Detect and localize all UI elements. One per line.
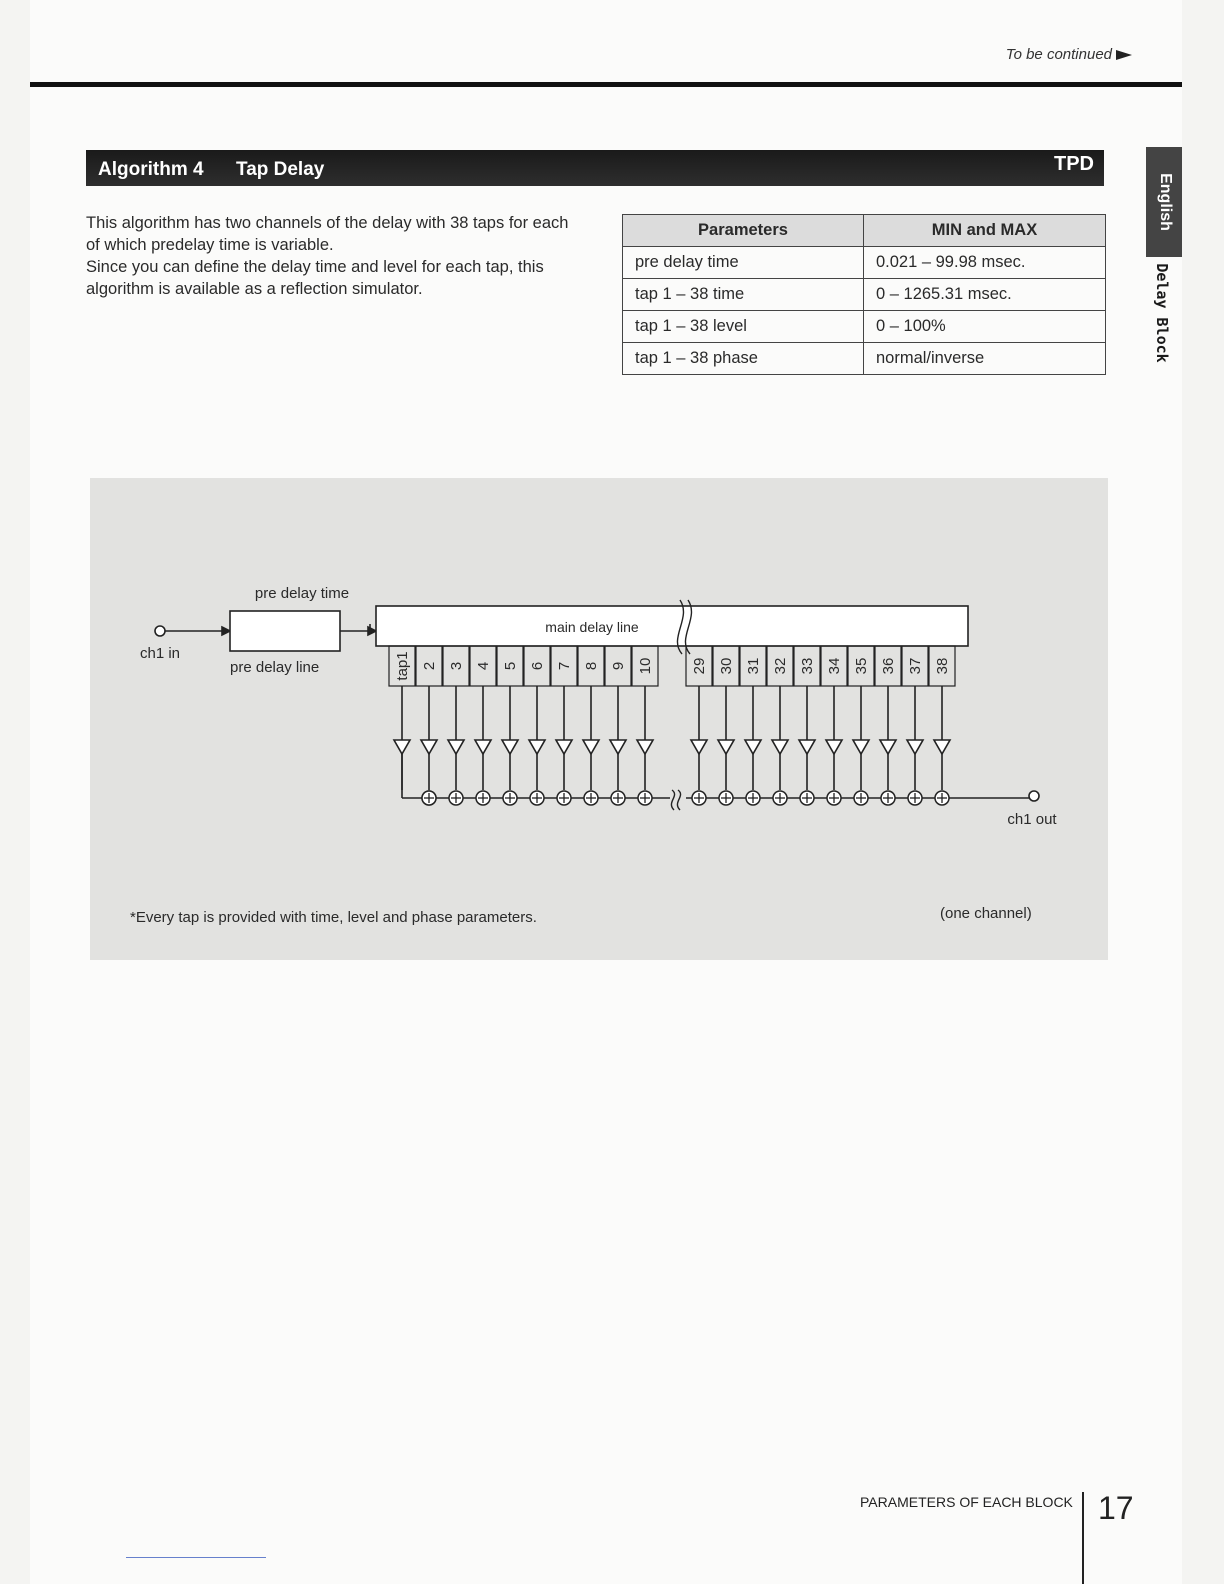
param-range: 0 – 100% bbox=[864, 311, 1106, 343]
diagram-scope: (one channel) bbox=[940, 905, 1032, 922]
table-row bbox=[623, 343, 1106, 375]
language-label: English bbox=[1157, 173, 1174, 231]
amplifier-icon bbox=[394, 740, 410, 754]
diagram-note: *Every tap is provided with time, level and phase parameters. bbox=[130, 909, 537, 926]
tap-delay-diagram bbox=[90, 478, 1108, 960]
column-header: Parameters bbox=[623, 215, 864, 247]
amplifier-icon bbox=[556, 740, 572, 754]
tap-label: 10 bbox=[637, 657, 654, 675]
page-number: 17 bbox=[1098, 1490, 1134, 1526]
param-range: 0.021 – 99.98 msec. bbox=[864, 247, 1106, 279]
param-name: tap 1 – 38 level bbox=[623, 311, 864, 343]
table-row bbox=[623, 311, 1106, 343]
tap-label: 30 bbox=[718, 657, 735, 675]
section-label: Delay Block bbox=[1153, 263, 1171, 363]
tap-label: tap1 bbox=[394, 651, 411, 681]
param-name: pre delay time bbox=[623, 247, 864, 279]
tap-label: 4 bbox=[475, 661, 492, 671]
tap-label: 34 bbox=[826, 657, 843, 675]
tap-label: 29 bbox=[691, 657, 708, 675]
input-terminal-icon bbox=[155, 626, 165, 636]
intro-paragraph: This algorithm has two channels of the delay with 38 taps for each of which predelay time is variable. bbox=[86, 214, 569, 254]
algorithm-code: TPD bbox=[1054, 153, 1094, 175]
main-delay-line-label: main delay line bbox=[545, 619, 639, 635]
algorithm-number: Algorithm 4 bbox=[98, 159, 204, 180]
algorithm-name: Tap Delay bbox=[236, 159, 325, 180]
scan-artifact-line bbox=[126, 1557, 266, 1558]
table-row bbox=[623, 279, 1106, 311]
amplifier-icon bbox=[691, 740, 707, 754]
block-diagram-panel bbox=[90, 478, 1108, 960]
top-rule bbox=[30, 82, 1182, 87]
tap-label: 3 bbox=[448, 661, 465, 671]
footer-section-title: PARAMETERS OF EACH BLOCK bbox=[860, 1494, 1073, 1510]
amplifier-icon bbox=[934, 740, 950, 754]
intro-text bbox=[86, 212, 586, 300]
tap-label: 35 bbox=[853, 657, 870, 675]
input-label: ch1 in bbox=[140, 645, 181, 662]
break-mark-icon bbox=[677, 790, 680, 810]
amplifier-icon bbox=[880, 740, 896, 754]
tap-label: 37 bbox=[907, 657, 924, 675]
tap-label: 6 bbox=[529, 661, 546, 671]
amplifier-icon bbox=[826, 740, 842, 754]
amplifier-icon bbox=[772, 740, 788, 754]
continued-note bbox=[1006, 46, 1132, 63]
column-header: MIN and MAX bbox=[864, 215, 1106, 247]
param-name: tap 1 – 38 time bbox=[623, 279, 864, 311]
tap-label: 9 bbox=[610, 661, 627, 671]
pre-delay-box bbox=[230, 611, 340, 651]
tap-label: 8 bbox=[583, 661, 600, 671]
amplifier-icon bbox=[610, 740, 626, 754]
output-terminal-icon bbox=[1029, 791, 1039, 801]
amplifier-icon bbox=[718, 740, 734, 754]
parameters-table bbox=[622, 214, 1106, 375]
amplifier-icon bbox=[475, 740, 491, 754]
amplifier-icon bbox=[799, 740, 815, 754]
amplifier-icon bbox=[448, 740, 464, 754]
param-name: tap 1 – 38 phase bbox=[623, 343, 864, 375]
tap-label: 5 bbox=[502, 661, 519, 671]
break-mark-icon bbox=[671, 790, 674, 810]
footer-divider bbox=[1082, 1492, 1084, 1584]
arrow-icon bbox=[368, 627, 376, 635]
tap-label: 38 bbox=[934, 657, 951, 675]
tap-label: 31 bbox=[745, 657, 762, 675]
manual-page bbox=[30, 0, 1182, 1584]
amplifier-icon bbox=[907, 740, 923, 754]
algorithm-title-bar bbox=[86, 150, 1104, 186]
amplifier-icon bbox=[421, 740, 437, 754]
param-range: normal/inverse bbox=[864, 343, 1106, 375]
tap-label: 36 bbox=[880, 657, 897, 675]
pre-delay-line-label: pre delay line bbox=[230, 659, 320, 676]
section-tab bbox=[1146, 262, 1182, 362]
continued-text: To be continued bbox=[1005, 46, 1112, 63]
language-tab bbox=[1146, 147, 1182, 257]
amplifier-icon bbox=[745, 740, 761, 754]
output-label: ch1 out bbox=[1007, 811, 1057, 828]
amplifier-icon bbox=[529, 740, 545, 754]
table-header-row bbox=[623, 215, 1106, 247]
table-row bbox=[623, 247, 1106, 279]
pre-delay-time-label: pre delay time bbox=[254, 585, 350, 602]
intro-paragraph: Since you can define the delay time and level for each tap, this algorithm is available as a reflection simulator. bbox=[86, 258, 544, 298]
tap-label: 2 bbox=[421, 661, 438, 671]
amplifier-icon bbox=[583, 740, 599, 754]
amplifier-icon bbox=[853, 740, 869, 754]
tap-label: 32 bbox=[772, 657, 789, 675]
tap-label: 33 bbox=[799, 657, 816, 675]
main-delay-line-box bbox=[376, 606, 968, 646]
param-range: 0 – 1265.31 msec. bbox=[864, 279, 1106, 311]
amplifier-icon bbox=[637, 740, 653, 754]
amplifier-icon bbox=[502, 740, 518, 754]
right-arrow-icon bbox=[1116, 50, 1132, 60]
tap-label: 7 bbox=[556, 661, 573, 671]
arrow-icon bbox=[222, 627, 230, 635]
